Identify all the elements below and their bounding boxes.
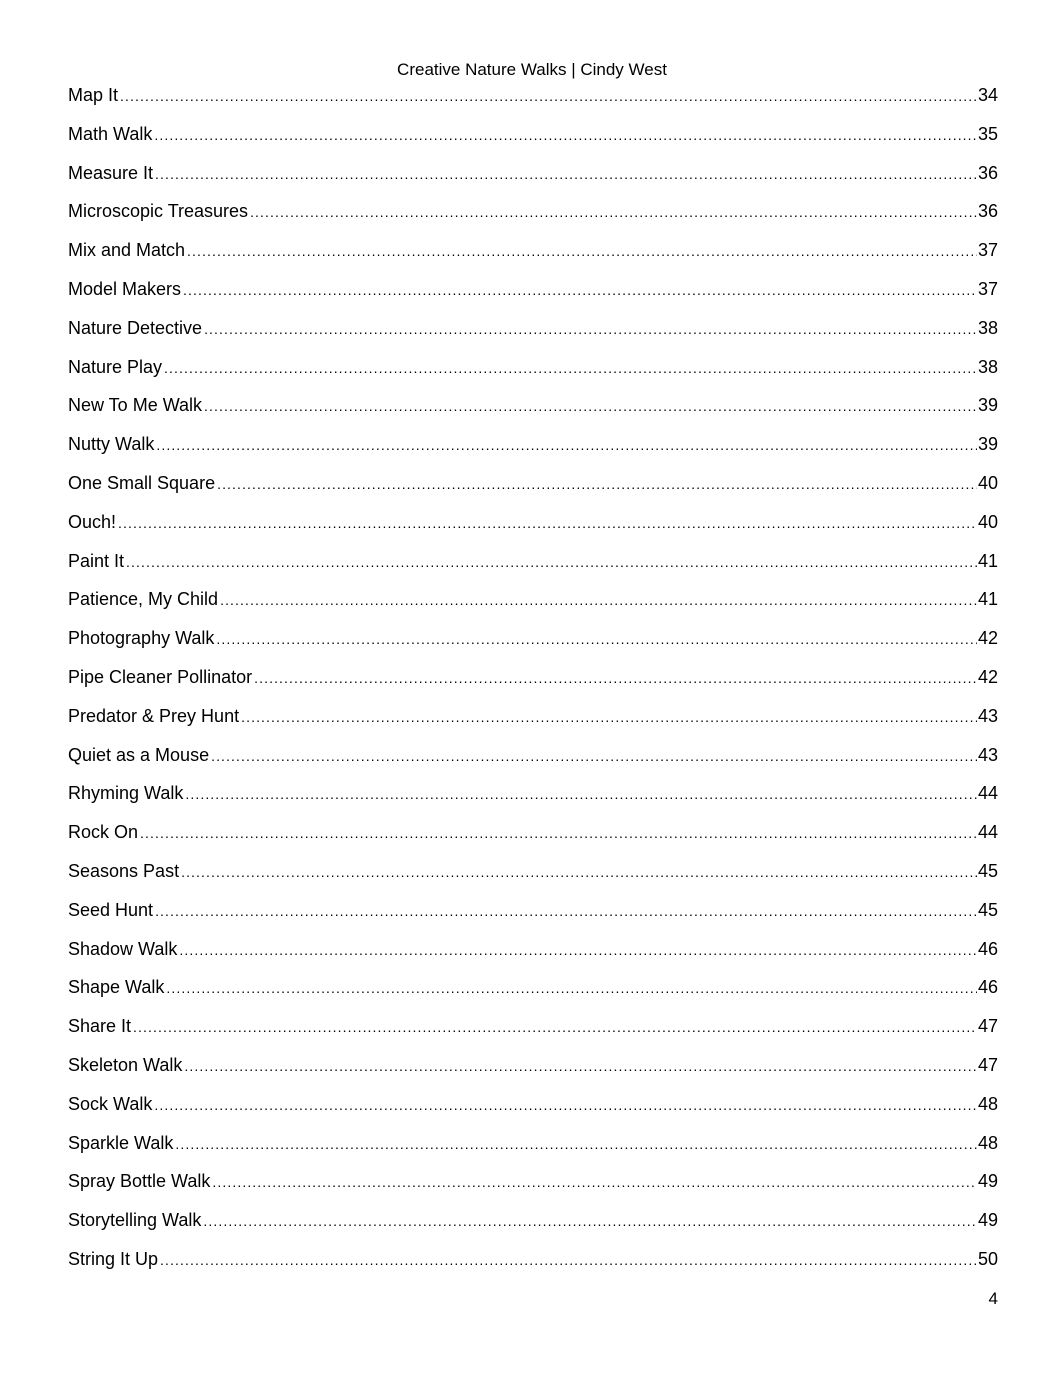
toc-entry-title[interactable]: Math Walk bbox=[68, 123, 153, 144]
toc-entry-title[interactable]: Mix and Match bbox=[68, 240, 186, 261]
toc-entry[interactable] bbox=[68, 278, 998, 317]
toc-entry-title[interactable]: Shape Walk bbox=[68, 977, 165, 998]
toc-dot-leader bbox=[118, 512, 977, 534]
toc-dot-leader bbox=[126, 551, 977, 573]
toc-dot-leader bbox=[183, 279, 977, 301]
toc-entry-page[interactable]: 42 bbox=[977, 628, 998, 649]
toc-entry[interactable] bbox=[68, 162, 998, 201]
toc-entry-title[interactable]: Paint It bbox=[68, 550, 125, 571]
toc-entry-page[interactable]: 46 bbox=[977, 977, 998, 998]
toc-dot-leader bbox=[216, 628, 977, 650]
toc-entry[interactable] bbox=[68, 84, 998, 123]
toc-entry[interactable] bbox=[68, 1093, 998, 1132]
toc-entry[interactable] bbox=[68, 1132, 998, 1171]
toc-entry[interactable] bbox=[68, 472, 998, 511]
toc-dot-leader bbox=[254, 667, 977, 689]
toc-entry[interactable] bbox=[68, 394, 998, 433]
toc-entry-title[interactable]: Nutty Walk bbox=[68, 434, 155, 455]
toc-dot-leader bbox=[204, 318, 977, 340]
toc-entry-title[interactable]: Microscopic Treasures bbox=[68, 201, 249, 222]
toc-dot-leader bbox=[155, 900, 977, 922]
toc-entry-page[interactable]: 44 bbox=[977, 822, 998, 843]
toc-entry[interactable] bbox=[68, 1209, 998, 1248]
toc-entry-title[interactable]: Photography Walk bbox=[68, 628, 215, 649]
toc-entry-title[interactable]: Rhyming Walk bbox=[68, 783, 184, 804]
toc-dot-leader bbox=[250, 201, 977, 223]
toc-dot-leader bbox=[241, 706, 977, 728]
toc-entry-title[interactable]: Shadow Walk bbox=[68, 938, 178, 959]
toc-entry-page[interactable]: 48 bbox=[977, 1132, 998, 1153]
toc-entry-page[interactable]: 43 bbox=[977, 705, 998, 726]
toc-dot-leader bbox=[175, 1133, 977, 1155]
toc-dot-leader bbox=[185, 783, 977, 805]
toc-dot-leader bbox=[154, 124, 977, 146]
toc-dot-leader bbox=[160, 1249, 977, 1271]
toc-dot-leader bbox=[217, 473, 977, 495]
toc-entry[interactable] bbox=[68, 666, 998, 705]
toc-dot-leader bbox=[155, 163, 977, 185]
toc-dot-leader bbox=[156, 434, 977, 456]
toc-dot-leader bbox=[181, 861, 977, 883]
toc-entry[interactable] bbox=[68, 1015, 998, 1054]
toc-dot-leader bbox=[184, 1055, 977, 1077]
toc-entry-title[interactable]: Seasons Past bbox=[68, 860, 180, 881]
toc-dot-leader bbox=[211, 745, 977, 767]
toc-entry-page[interactable]: 35 bbox=[977, 123, 998, 144]
toc-entry[interactable] bbox=[68, 317, 998, 356]
toc-entry-page[interactable]: 45 bbox=[977, 860, 998, 881]
toc-entry[interactable] bbox=[68, 860, 998, 899]
toc-entry-page[interactable]: 38 bbox=[977, 317, 998, 338]
toc-dot-leader bbox=[179, 939, 977, 961]
toc-entry-title[interactable]: Predator & Prey Hunt bbox=[68, 705, 240, 726]
toc-dot-leader bbox=[203, 1210, 977, 1232]
toc-entry-title[interactable]: Ouch! bbox=[68, 511, 117, 532]
toc-dot-leader bbox=[166, 977, 977, 999]
toc-entry-title[interactable]: New To Me Walk bbox=[68, 395, 203, 416]
toc-dot-leader bbox=[164, 357, 977, 379]
toc-entry-page[interactable]: 37 bbox=[977, 278, 998, 299]
toc-entry[interactable] bbox=[68, 1170, 998, 1209]
toc-entry-page[interactable]: 39 bbox=[977, 434, 998, 455]
toc-entry-page[interactable]: 46 bbox=[977, 938, 998, 959]
page-header: Creative Nature Walks | Cindy West bbox=[397, 60, 667, 79]
toc-entry-page[interactable]: 40 bbox=[977, 472, 998, 493]
toc-entry-title[interactable]: String It Up bbox=[68, 1248, 159, 1269]
toc-dot-leader bbox=[133, 1016, 977, 1038]
toc-entry-page[interactable]: 39 bbox=[977, 395, 998, 416]
toc-entry-title[interactable]: One Small Square bbox=[68, 472, 216, 493]
toc-entry-title[interactable]: Sparkle Walk bbox=[68, 1132, 174, 1153]
toc-entry[interactable] bbox=[68, 511, 998, 550]
toc-entry-title[interactable]: Storytelling Walk bbox=[68, 1210, 202, 1231]
toc-dot-leader bbox=[140, 822, 977, 844]
toc-entry[interactable] bbox=[68, 550, 998, 589]
toc-entry-page[interactable]: 38 bbox=[977, 356, 998, 377]
toc-entry-title[interactable]: Skeleton Walk bbox=[68, 1054, 183, 1075]
toc-entry[interactable] bbox=[68, 123, 998, 162]
toc-entry[interactable] bbox=[68, 1248, 998, 1287]
toc-entry-title[interactable]: Spray Bottle Walk bbox=[68, 1171, 211, 1192]
toc-entry-page[interactable]: 47 bbox=[977, 1054, 998, 1075]
toc-entry[interactable] bbox=[68, 356, 998, 395]
toc-entry[interactable] bbox=[68, 976, 998, 1015]
toc-entry-title[interactable]: Nature Play bbox=[68, 356, 163, 377]
toc-entry[interactable] bbox=[68, 821, 998, 860]
toc-entry-title[interactable]: Model Makers bbox=[68, 278, 182, 299]
toc-entry-title[interactable]: Rock On bbox=[68, 822, 139, 843]
toc-entry-page[interactable]: 41 bbox=[977, 589, 998, 610]
toc-entry-page[interactable]: 41 bbox=[977, 550, 998, 571]
toc-entry-page[interactable]: 36 bbox=[977, 201, 998, 222]
toc-entry-title[interactable]: Map It bbox=[68, 85, 119, 105]
toc-entry[interactable] bbox=[68, 938, 998, 977]
toc-entry-page[interactable]: 42 bbox=[977, 666, 998, 687]
toc-entry-title[interactable]: Seed Hunt bbox=[68, 899, 154, 920]
page-number: 4 bbox=[988, 1289, 998, 1308]
toc-entry-title[interactable]: Measure It bbox=[68, 162, 154, 183]
toc-dot-leader bbox=[220, 589, 977, 611]
toc-entry-title[interactable]: Pipe Cleaner Pollinator bbox=[68, 666, 253, 687]
toc-dot-leader bbox=[120, 85, 977, 107]
table-of-contents bbox=[68, 84, 998, 1287]
toc-entry-page[interactable]: 37 bbox=[977, 240, 998, 261]
toc-entry-title[interactable]: Share It bbox=[68, 1016, 132, 1037]
toc-entry[interactable] bbox=[68, 744, 998, 783]
toc-entry-page[interactable]: 34 bbox=[977, 85, 998, 105]
toc-entry[interactable] bbox=[68, 627, 998, 666]
toc-entry-page[interactable]: 48 bbox=[977, 1093, 998, 1114]
toc-entry-page[interactable]: 50 bbox=[977, 1248, 998, 1269]
toc-entry[interactable] bbox=[68, 200, 998, 239]
toc-entry-title[interactable]: Nature Detective bbox=[68, 317, 203, 338]
toc-dot-leader bbox=[154, 1094, 977, 1116]
toc-entry-page[interactable]: 49 bbox=[977, 1210, 998, 1231]
toc-dot-leader bbox=[187, 240, 977, 262]
toc-entry[interactable] bbox=[68, 1054, 998, 1093]
toc-entry-page[interactable]: 45 bbox=[977, 899, 998, 920]
toc-entry[interactable] bbox=[68, 782, 998, 821]
toc-entry-page[interactable]: 36 bbox=[977, 162, 998, 183]
toc-entry-page[interactable]: 49 bbox=[977, 1171, 998, 1192]
toc-entry-title[interactable]: Quiet as a Mouse bbox=[68, 744, 210, 765]
toc-dot-leader bbox=[204, 395, 977, 417]
toc-entry[interactable] bbox=[68, 899, 998, 938]
toc-entry-title[interactable]: Patience, My Child bbox=[68, 589, 219, 610]
toc-entry[interactable] bbox=[68, 239, 998, 278]
toc-entry-page[interactable]: 40 bbox=[977, 511, 998, 532]
toc-entry-page[interactable]: 43 bbox=[977, 744, 998, 765]
toc-entry[interactable] bbox=[68, 588, 998, 627]
toc-dot-leader bbox=[212, 1171, 977, 1193]
toc-entry-title[interactable]: Sock Walk bbox=[68, 1093, 153, 1114]
toc-entry-page[interactable]: 44 bbox=[977, 783, 998, 804]
toc-entry-page[interactable]: 47 bbox=[977, 1016, 998, 1037]
toc-entry[interactable] bbox=[68, 433, 998, 472]
toc-entry[interactable] bbox=[68, 705, 998, 744]
